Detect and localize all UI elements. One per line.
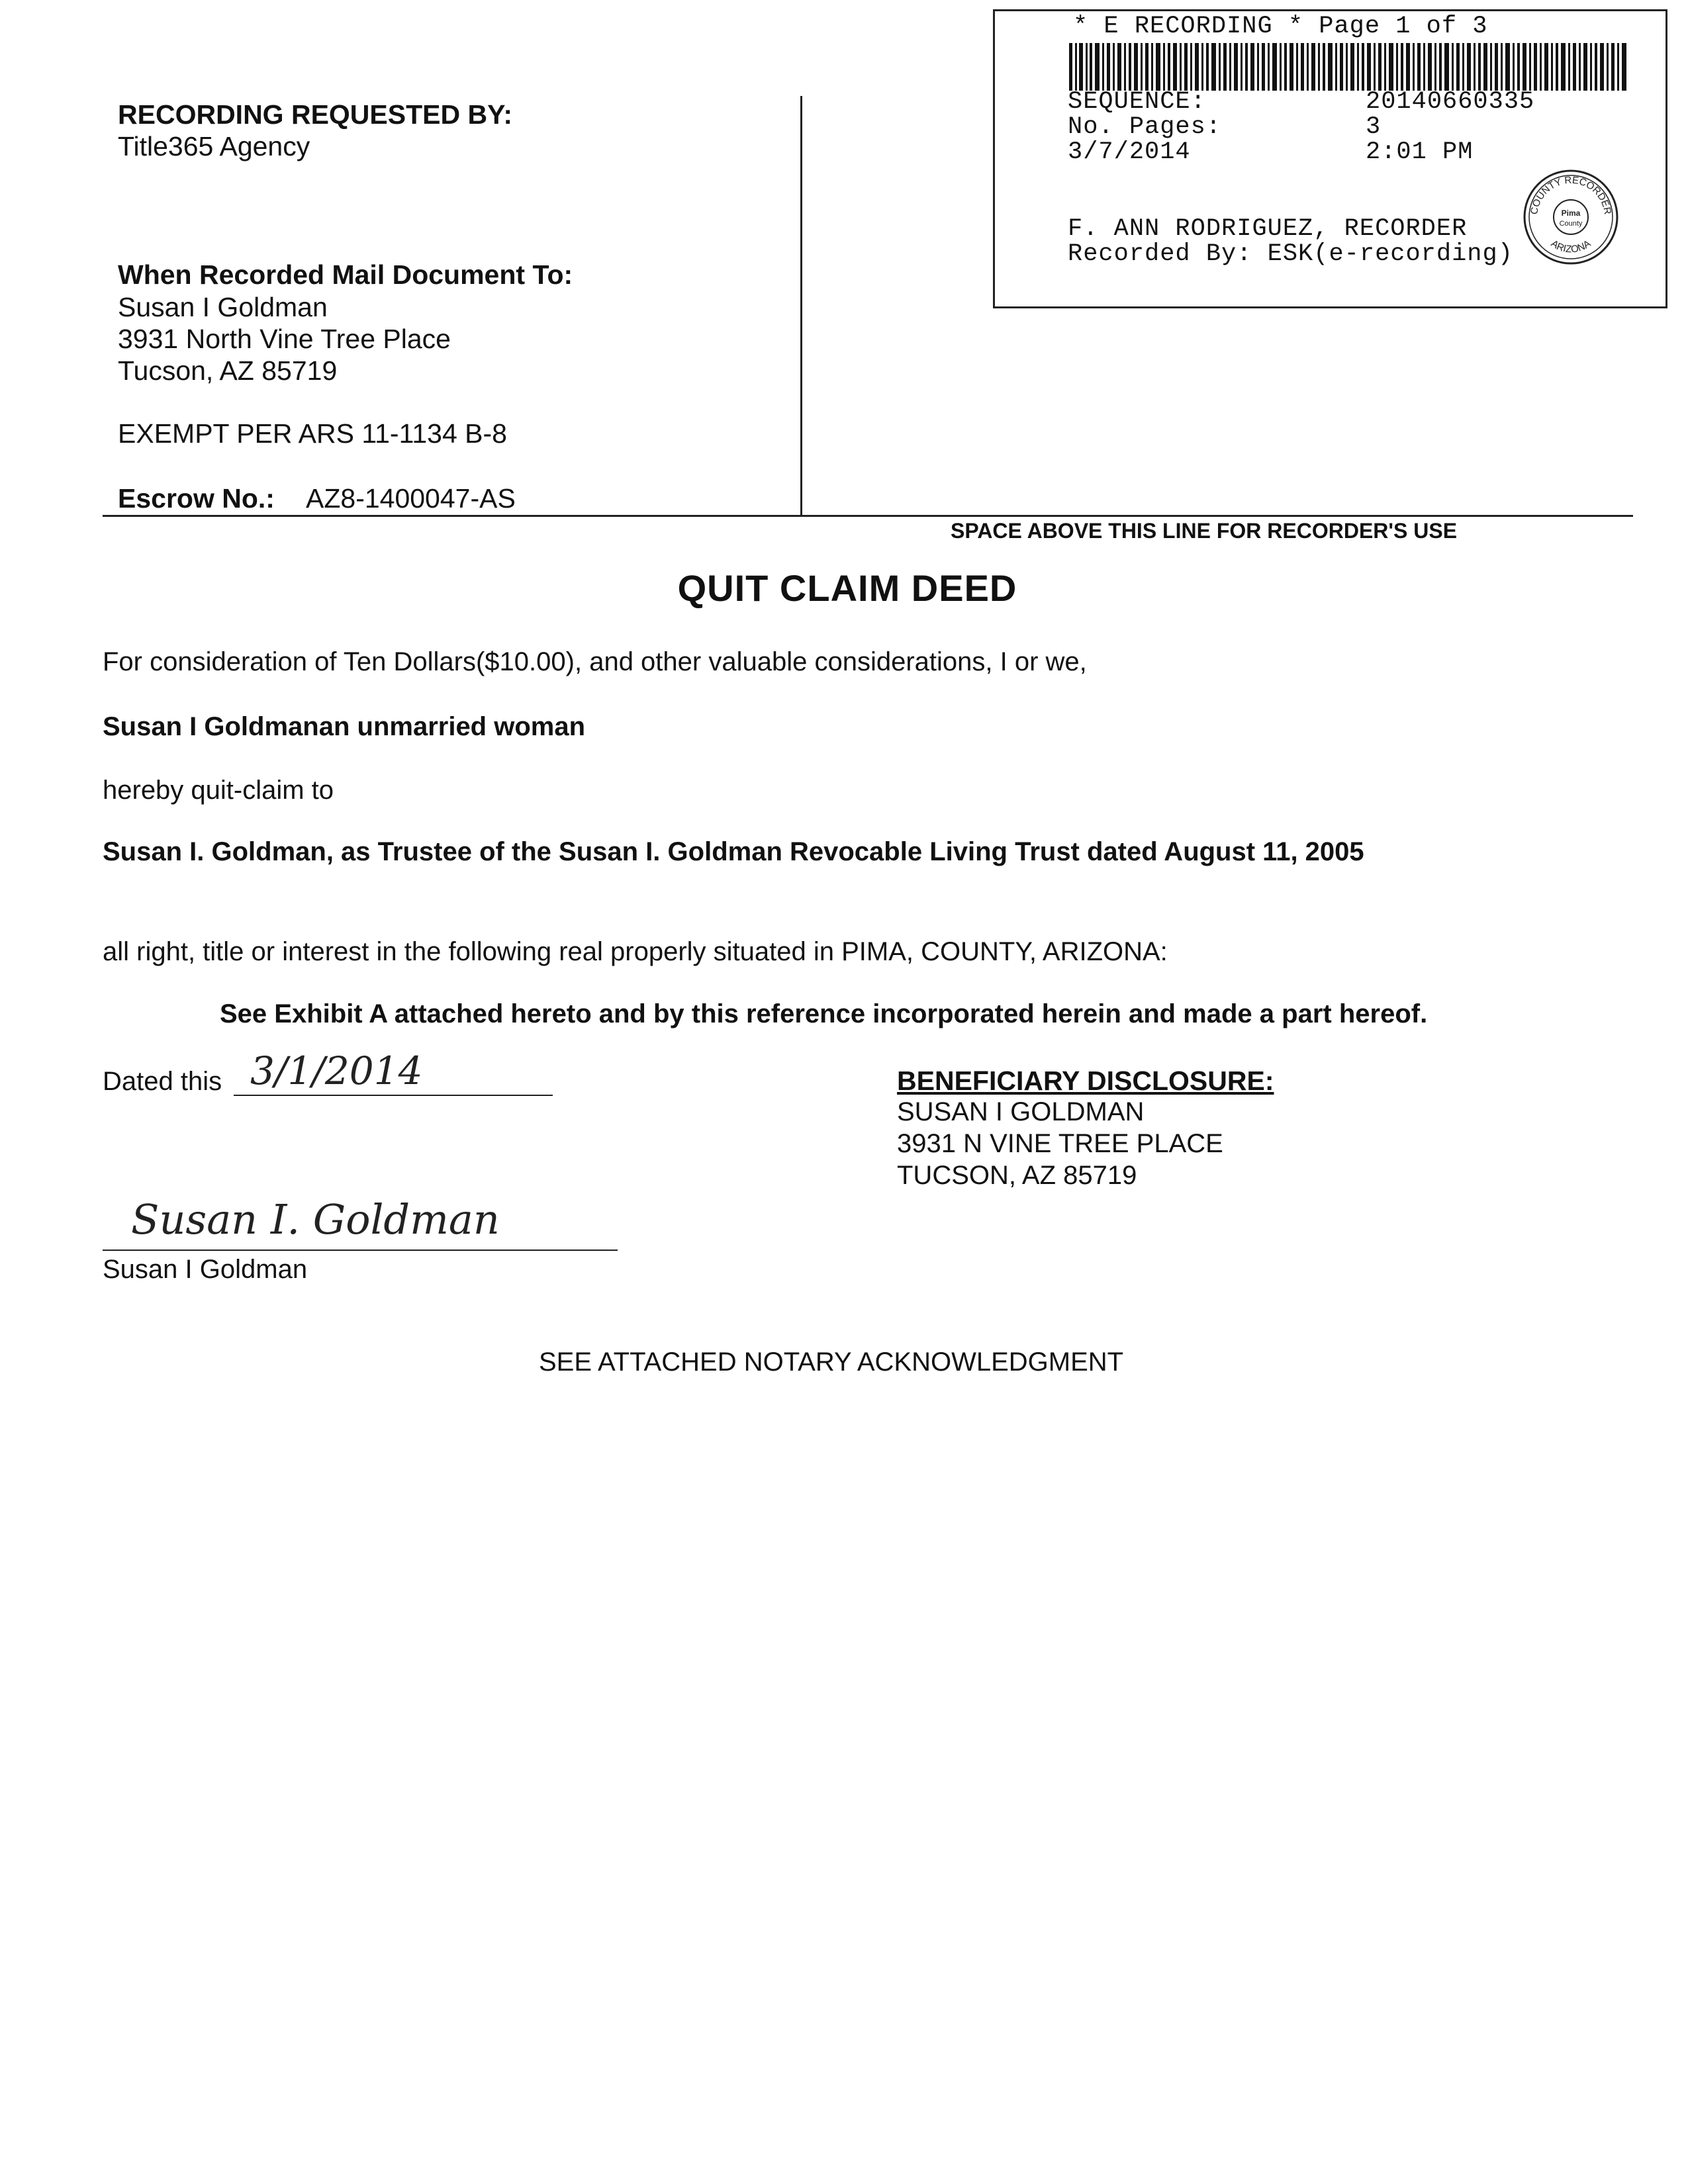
consideration-text: For consideration of Ten Dollars($10.00), and other valuable considerations, I or we,: [103, 647, 1087, 676]
pages-label: No. Pages:: [1068, 113, 1222, 141]
beneficiary-street: 3931 N VINE TREE PLACE: [897, 1129, 1223, 1158]
property-text: all right, title or interest in the following real properly situated in PIMA, COUNTY, ARIZONA:: [103, 937, 1168, 966]
document-title: QUIT CLAIM DEED: [677, 567, 1017, 609]
grantee-name: Susan I. Goldman, as Trustee of the Susan I. Goldman Revocable Living Trust dated August 11, 2005: [103, 837, 1364, 866]
exhibit-text: See Exhibit A attached hereto and by this reference incorporated herein and made a part hereof.: [220, 999, 1428, 1028]
escrow-number: AZ8-1400047-AS: [306, 483, 516, 514]
grantor-name: Susan I Goldmanan unmarried woman: [103, 712, 586, 741]
signer-name: Susan I Goldman: [103, 1255, 308, 1284]
dated-handwritten: 3/1/2014: [250, 1048, 423, 1093]
svg-text:County: County: [1559, 220, 1583, 228]
exempt-note: EXEMPT PER ARS 11-1134 B-8: [118, 418, 507, 449]
quit-claim-text: hereby quit-claim to: [103, 776, 334, 805]
beneficiary-name: SUSAN I GOLDMAN: [897, 1097, 1145, 1126]
barcode: [1069, 43, 1628, 91]
record-time: 2:01 PM: [1366, 138, 1474, 166]
recorded-by: Recorded By: ESK(e-recording): [1068, 240, 1513, 268]
recorder-use-rule: [103, 515, 1633, 517]
recording-requested-agency: Title365 Agency: [118, 131, 310, 161]
recorder-name: F. ANN RODRIGUEZ, RECORDER: [1068, 215, 1468, 243]
sequence-value: 20140660335: [1366, 88, 1535, 116]
stamp-header: * E RECORDING * Page 1 of 3: [1073, 13, 1488, 40]
record-date: 3/7/2014: [1068, 138, 1191, 166]
mail-to-label: When Recorded Mail Document To:: [118, 259, 573, 290]
notary-note: SEE ATTACHED NOTARY ACKNOWLEDGMENT: [539, 1347, 1124, 1377]
beneficiary-city: TUCSON, AZ 85719: [897, 1161, 1137, 1190]
svg-text:Pima: Pima: [1561, 208, 1581, 218]
header-divider: [800, 96, 802, 516]
svg-text:ARIZONA: ARIZONA: [1548, 238, 1593, 255]
mail-to-name: Susan I Goldman: [118, 292, 328, 322]
signature-handwritten: Susan I. Goldman: [131, 1195, 500, 1244]
recording-requested-label: RECORDING REQUESTED BY:: [118, 99, 513, 130]
escrow-label: Escrow No.:: [118, 483, 275, 514]
recording-stamp: [993, 9, 1667, 308]
signature-line: [103, 1250, 618, 1251]
dated-label: Dated this: [103, 1067, 222, 1096]
dated-line: [234, 1095, 553, 1096]
mail-to-street: 3931 North Vine Tree Place: [118, 324, 451, 354]
beneficiary-label: BENEFICIARY DISCLOSURE:: [897, 1066, 1274, 1096]
pages-value: 3: [1366, 113, 1382, 141]
space-above-note: SPACE ABOVE THIS LINE FOR RECORDER'S USE: [951, 519, 1458, 543]
county-seal-icon: [1521, 167, 1620, 267]
svg-text:COUNTY RECORDER: COUNTY RECORDER: [1528, 174, 1613, 216]
mail-to-city: Tucson, AZ 85719: [118, 355, 338, 386]
sequence-label: SEQUENCE:: [1068, 88, 1206, 116]
